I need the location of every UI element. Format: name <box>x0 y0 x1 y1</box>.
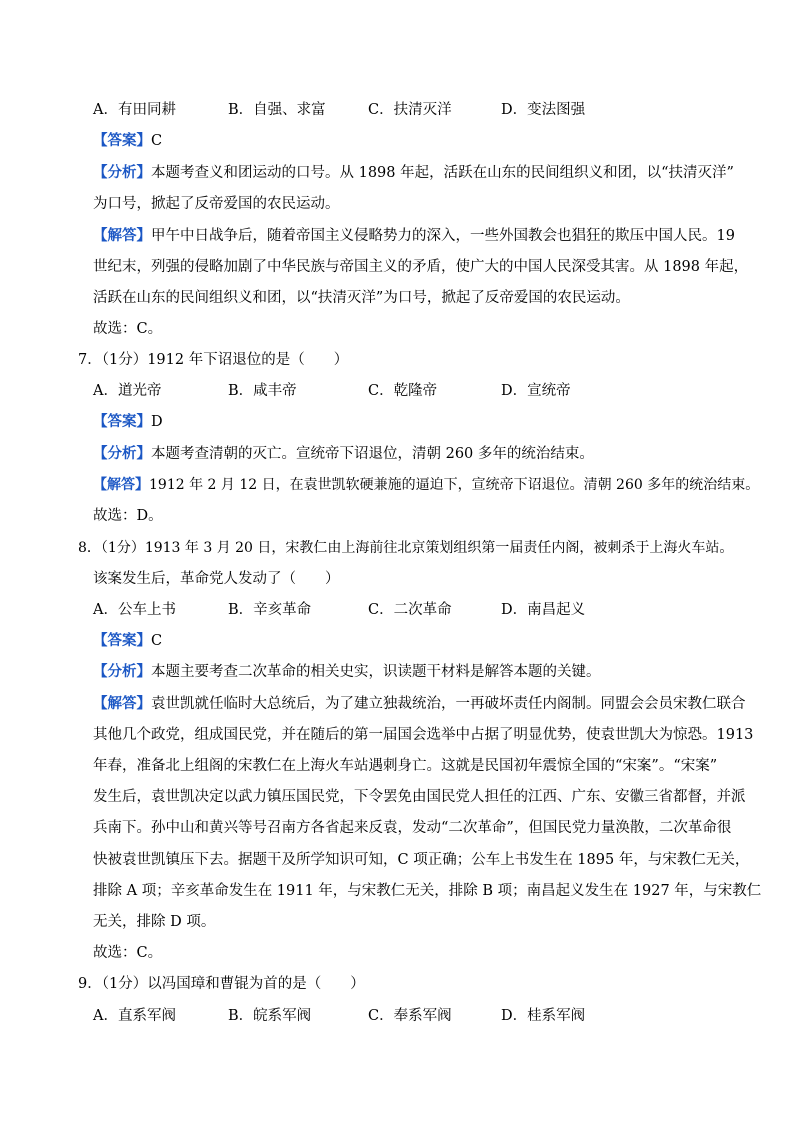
q9-option-d: D．桂系军阀 <box>501 1008 586 1024</box>
q7-option-a: A．道光帝 <box>93 383 162 399</box>
q8-answer <box>93 631 162 651</box>
q6-analysis-line-2: 为口号，掀起了反帝爱国的农民运动。 <box>93 196 340 212</box>
q8-solution-line-4: 发生后，袁世凯决定以武力镇压国民党，下令罢免由国民党人担任的江西、广东、安徽三省都督，并派 <box>93 789 746 805</box>
q8-solution-line-6: 快被袁世凯镇压下去。据题干及所学知识可知，C 项正确；公车上书发生在 1895 年，与宋教仁无关， <box>93 852 750 868</box>
q6-option-c: C．扶清灭洋 <box>368 102 452 118</box>
q8-solution-line-3: 年春，准备北上组阁的宋教仁在上海火车站遇刺身亡。这就是民国初年震惊全国的“宋案”。“宋案” <box>93 758 718 774</box>
q7-stem: 7．（1分）1912 年下诏退位的是（ ） <box>78 352 349 368</box>
solution-text: 甲午中日战争后，随着帝国主义侵略势力的深入，一些外国教会也猖狂的欺压中国人民。19 <box>151 228 735 244</box>
q7-option-d: D．宣统帝 <box>501 383 571 399</box>
q9-option-b: B．皖系军阀 <box>228 1008 312 1024</box>
q7-option-c: C．乾隆帝 <box>368 383 438 399</box>
q9-stem: 9．（1分）以冯国璋和曹锟为首的是（ ） <box>78 976 365 992</box>
q9-option-c: C．奉系军阀 <box>368 1008 452 1024</box>
q8-stem-line-2: 该案发生后，革命党人发动了（ ） <box>93 571 340 587</box>
q8-solution-line-7: 排除 A 项；辛亥革命发生在 1911 年，与宋教仁无关，排除 B 项；南昌起义发生在 1927 年，与宋教仁 <box>93 883 762 899</box>
q8-choice: 故选：C。 <box>93 945 163 961</box>
solution-tag: 【解答】 <box>93 695 151 712</box>
solution-tag: 【解答】 <box>93 227 151 244</box>
q8-option-b: B．辛亥革命 <box>228 602 312 618</box>
q7-solution <box>93 475 759 495</box>
q6-answer <box>93 131 162 151</box>
q8-option-c: C．二次革命 <box>368 602 452 618</box>
q8-stem-line-1: 8．（1分）1913 年 3 月 20 日，宋教仁由上海前往北京策划组织第一届责任内阁，被刺杀于上海火车站。 <box>78 540 734 556</box>
answer-value: C <box>151 133 163 149</box>
q8-option-d: D．南昌起义 <box>501 602 586 618</box>
q6-option-a: A．有田同耕 <box>93 102 176 118</box>
q9-option-a: A．直系军阀 <box>93 1008 176 1024</box>
answer-value: D <box>151 414 163 430</box>
analysis-tag: 【分析】 <box>93 445 151 462</box>
q6-option-b: B．自强、求富 <box>228 102 326 118</box>
q6-solution-line-3: 活跃在山东的民间组织义和团，以“扶清灭洋”为口号，掀起了反帝爱国的农民运动。 <box>93 290 630 306</box>
analysis-text: 本题考查清朝的灭亡。宣统帝下诏退位，清朝 260 多年的统治结束。 <box>151 446 594 462</box>
answer-tag: 【答案】 <box>93 632 151 649</box>
q8-solution-line-8: 无关，排除 D 项。 <box>93 914 216 930</box>
solution-text: 袁世凯就任临时大总统后，为了建立独裁统治，一再破坏责任内阁制。同盟会会员宋教仁联合 <box>151 696 746 712</box>
q6-solution-line-2: 世纪末，列强的侵略加剧了中华民族与帝国主义的矛盾，使广大的中国人民深受其害。从 1898 年起， <box>93 259 749 275</box>
analysis-tag: 【分析】 <box>93 164 151 181</box>
q6-analysis-line-1 <box>93 163 734 183</box>
q7-analysis <box>93 444 594 464</box>
q8-solution-line-5: 兵南下。孙中山和黄兴等号召南方各省起来反袁，发动“二次革命”，但国民党力量涣散，二次革命很 <box>93 820 732 836</box>
q6-solution-line-1 <box>93 226 735 246</box>
q7-answer <box>93 412 163 432</box>
q8-option-a: A．公车上书 <box>93 602 176 618</box>
analysis-text: 本题主要考查二次革命的相关史实，识读题干材料是解答本题的关键。 <box>151 664 601 680</box>
analysis-text: 本题考查义和团运动的口号。从 1898 年起，活跃在山东的民间组织义和团，以“扶清灭洋” <box>151 165 734 181</box>
answer-tag: 【答案】 <box>93 413 151 430</box>
q8-solution-line-1 <box>93 694 746 714</box>
q6-option-d: D．变法图强 <box>501 102 586 118</box>
q7-option-b: B．咸丰帝 <box>228 383 297 399</box>
solution-text: 1912 年 2 月 12 日，在袁世凯软硬兼施的逼迫下，宣统帝下诏退位。清朝 260 多年的统治结束。 <box>149 477 760 493</box>
q8-solution-line-2: 其他几个政党，组成国民党，并在随后的第一届国会选举中占据了明显优势，使袁世凯大为惊恐。1913 <box>93 727 754 743</box>
q8-analysis <box>93 662 601 682</box>
q7-choice: 故选：D。 <box>93 508 163 524</box>
solution-tag: 【解答】 <box>93 477 149 493</box>
analysis-tag: 【分析】 <box>93 663 151 680</box>
answer-tag: 【答案】 <box>93 132 151 149</box>
answer-value: C <box>151 633 163 649</box>
q6-choice: 故选：C。 <box>93 321 163 337</box>
